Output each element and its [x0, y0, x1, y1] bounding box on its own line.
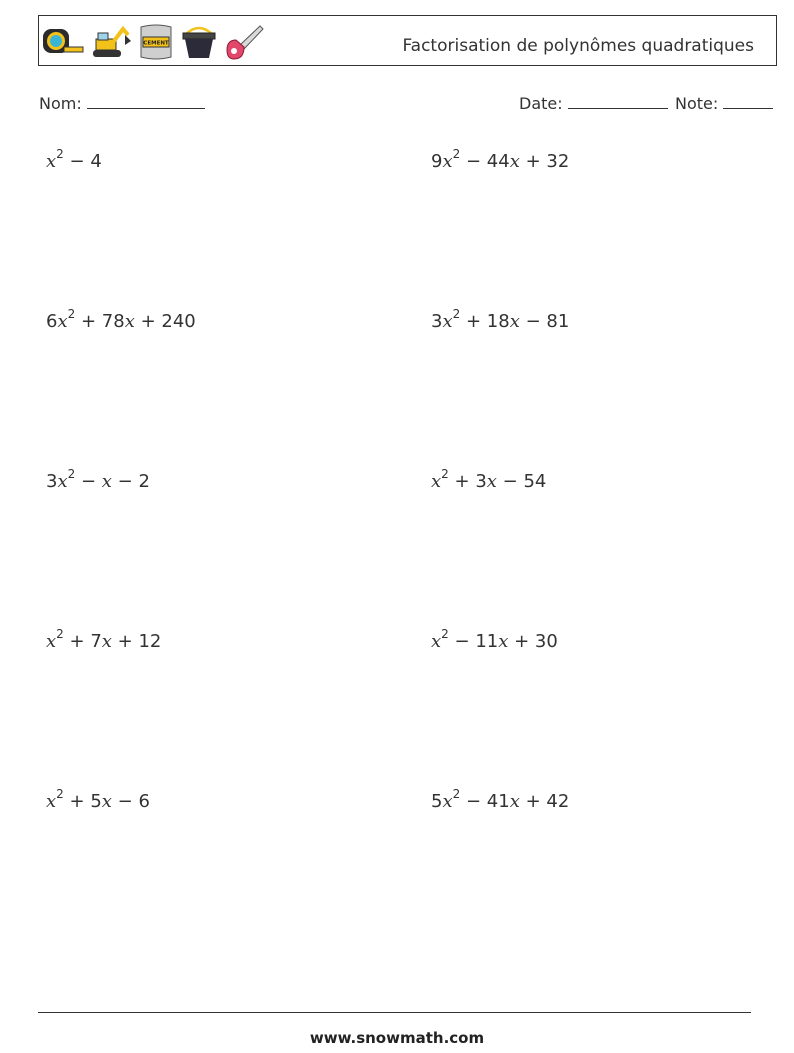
problem-exp: 2 [452, 147, 461, 161]
problem-rest-post: − 6 [111, 791, 150, 812]
problem-item [46, 627, 162, 652]
name-label: Nom: [39, 94, 82, 113]
page-title: Factorisation de polynômes quadratiques [402, 36, 754, 56]
problem-mid-var: x [498, 631, 509, 652]
problem-mid-var: x [101, 471, 112, 492]
problem-rest-post: + 240 [134, 311, 196, 332]
note-blank[interactable] [723, 94, 773, 109]
problem-exp: 2 [452, 307, 461, 321]
problem-coef: 5 [431, 791, 443, 812]
problem-exp: 2 [441, 627, 449, 641]
problem-exp: 2 [67, 467, 76, 481]
problem-item [46, 307, 196, 332]
chainsaw-icon [224, 23, 264, 61]
problem-exp: 2 [441, 467, 449, 481]
note-label: Note: [675, 94, 719, 113]
problem-rest-pre: + 7 [63, 631, 102, 652]
problem-item [46, 787, 150, 812]
problem-exp: 2 [56, 787, 64, 801]
problem-rest-pre: + 18 [460, 311, 510, 332]
problem-item [431, 307, 570, 332]
note-field[interactable] [675, 94, 773, 113]
problem-var: x [442, 151, 453, 172]
excavator-icon [90, 25, 132, 59]
problem-var: x [46, 791, 57, 812]
problem-rest-post: + 30 [508, 631, 558, 652]
problem-rest-post: + 42 [519, 791, 570, 812]
problem-rest-pre: + 78 [75, 311, 125, 332]
problem-item [431, 787, 570, 812]
problem-coef: 3 [46, 471, 58, 492]
problem-var: x [46, 631, 57, 652]
problem-rest-pre: − [75, 471, 102, 492]
problem-rest-post: − 2 [111, 471, 150, 492]
problem-var: x [46, 151, 57, 172]
problem-mid-var: x [124, 311, 135, 332]
problem-mid-var: x [486, 471, 497, 492]
problem-item [46, 467, 150, 492]
problem-rest-pre: − 11 [448, 631, 499, 652]
icon-strip [42, 23, 264, 61]
problem-var: x [57, 471, 68, 492]
problem-mid-var: x [101, 631, 112, 652]
problem-var: x [57, 311, 68, 332]
problem-item [431, 467, 547, 492]
date-label: Date: [519, 94, 563, 113]
problem-var: x [431, 631, 442, 652]
problem-rest-post: + 12 [111, 631, 162, 652]
problem-rest-pre: + 3 [448, 471, 487, 492]
problem-rest-post: − 81 [519, 311, 570, 332]
name-field[interactable] [39, 94, 205, 113]
problem-rest-post: − 54 [496, 471, 547, 492]
bucket-icon [180, 24, 218, 60]
problem-mid-var: x [509, 151, 520, 172]
date-blank[interactable] [568, 94, 668, 109]
problem-rest-post: + 32 [519, 151, 570, 172]
problem-coef: 9 [431, 151, 443, 172]
problem-item [46, 147, 102, 172]
date-field[interactable] [519, 94, 668, 113]
problem-rest-pre: − 44 [460, 151, 510, 172]
problem-coef: 3 [431, 311, 443, 332]
problem-item [431, 147, 570, 172]
problem-mid-var: x [101, 791, 112, 812]
header-box [38, 15, 777, 66]
problem-var: x [431, 471, 442, 492]
cement-bag-icon [138, 23, 174, 61]
problem-exp: 2 [56, 147, 64, 161]
problem-exp: 2 [67, 307, 76, 321]
problem-item [431, 627, 558, 652]
footer-url: www.snowmath.com [309, 1029, 485, 1047]
problem-rest-pre: − 41 [460, 791, 510, 812]
cement-label: CEMENT [143, 40, 169, 47]
problem-mid-var: x [509, 311, 520, 332]
problem-rest-pre: − 4 [63, 151, 102, 172]
tape-measure-icon [42, 27, 84, 57]
problem-rest-pre: + 5 [63, 791, 102, 812]
footer-rule [38, 1012, 751, 1013]
problem-exp: 2 [56, 627, 64, 641]
problem-var: x [442, 791, 453, 812]
problem-mid-var: x [509, 791, 520, 812]
name-blank[interactable] [87, 94, 205, 109]
problem-var: x [442, 311, 453, 332]
problem-exp: 2 [452, 787, 461, 801]
problem-coef: 6 [46, 311, 58, 332]
